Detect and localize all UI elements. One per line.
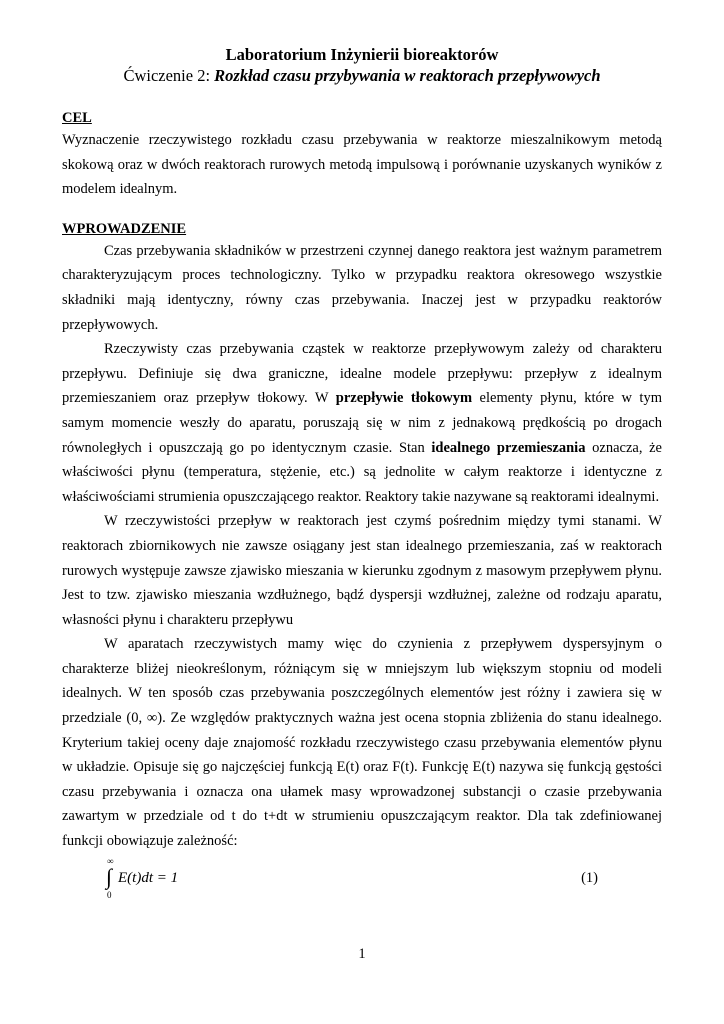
cel-paragraph: Wyznaczenie rzeczywistego rozkładu czasu przebywania w reaktorze mieszalnikowym metodą skokową oraz w dwóch reaktorach rurowych metodą impulsową i porównanie uzyskanych wyników z modelem idealnym. xyxy=(62,132,662,198)
p2-text-c: oznacza, że właściwości płynu (temperatura, stężenie, etc.) są jednolite w całym reaktorze i identyczne z właściwościami strumienia opuszczającego reaktor. Reaktory takie nazywane są reaktorami idealnymi. xyxy=(62,439,662,505)
integral-upper-limit: ∞ xyxy=(107,855,114,866)
intro-paragraph-4: W aparatach rzeczywistych mamy więc do czynienia z przepływem dyspersyjnym o charakterze bliżej nieokreślonym, różniącym się w mniejszym lub większym stopniu od modeli idealnych. W ten sposób czas przebywania poszczególnych elementów jest różny i zawiera się w przedziale (0, ∞). Ze względów praktycznych ważna jest ocena stopnia zbliżenia do stanu idealnego. Kryterium takiej oceny daje znajomość rozkładu rzeczywistego czasu przebywania elementów płynu w układzie. Opisuje się go najczęściej funkcją E(t) oraz F(t). Funkcję E(t) nazywa się funkcją gęstości czasu przebywania i oznacza ona ułamek masy wprowadzonej substancji o czasie przebywania zawartym w przedziale od t do t+dt w strumieniu opuszczającym reaktor. Dla tak zdefiniowanej funkcji obowiązuje zależność: xyxy=(62,636,662,850)
equation-1 xyxy=(62,855,662,904)
p2-bold-plug-flow: przepływie tłokowym xyxy=(335,390,473,407)
intro-paragraph-3: W rzeczywistości przepływ w reaktorach jest czymś pośrednim między tymi stanami. W reaktorach zbiornikowych nie zawsze osiągany jest stan idealnego przemieszania, zaś w reaktorach rurowych występuje zawsze zjawisko mieszania w kierunku zgodnym z masowym przepływem płynu. Jest to tzw. zjawisko mieszania wzdłużnego, bądź dyspersji wzdłużnej, zależne od rodzaju aparatu, własności płynu i charakteru przepływu xyxy=(62,513,662,628)
p2-text-a: Rzeczywisty czas przebywania cząstek w reaktorze przepływowym zależy od charakteru przepływu. Definiuje się dwa graniczne, idealne modele przepływu: przepływ z idealnym przemieszaniem oraz przepływ tłokowy. W xyxy=(62,341,662,407)
intro-paragraph-1: Czas przebywania składników w przestrzeni czynnej danego reaktora jest ważnym parametrem charakteryzującym proces technologiczny. Tylko w przypadku reaktora okresowego wszystkie składniki mają identyczny, równy czas przebywania. Inaczej jest w przypadku reaktorów przepływowych. xyxy=(62,242,662,333)
equation-body: E(t)dt = 1 xyxy=(118,869,179,886)
section-heading-cel: CEL xyxy=(62,110,92,126)
document-subtitle xyxy=(62,65,662,86)
section-heading-intro: WPROWADZENIE xyxy=(62,220,187,237)
p2-bold-ideal-mixing: idealnego przemieszania xyxy=(431,439,586,456)
subtitle-prefix: Ćwiczenie 2: xyxy=(123,66,215,85)
equation-number: (1) xyxy=(581,869,598,886)
integral-sign: ∫ xyxy=(106,863,113,889)
subtitle-topic: Rozkład czasu przybywania w reaktorach przepływowych xyxy=(214,66,601,85)
document-title: Laboratorium Inżynierii bioreaktorów xyxy=(225,45,499,64)
intro-paragraph-2 xyxy=(62,337,662,509)
page-number: 1 xyxy=(358,946,366,962)
p2-text-b: elementy płynu, które w tym samym momencie weszły do aparatu, poruszają się w nim z jednakową prędkością po drogach równoległych i opuszczają go po identycznym czasie. Stan xyxy=(62,390,662,456)
title-block xyxy=(62,44,662,86)
document-page xyxy=(62,0,662,904)
integral-lower-limit: 0 xyxy=(107,889,112,900)
